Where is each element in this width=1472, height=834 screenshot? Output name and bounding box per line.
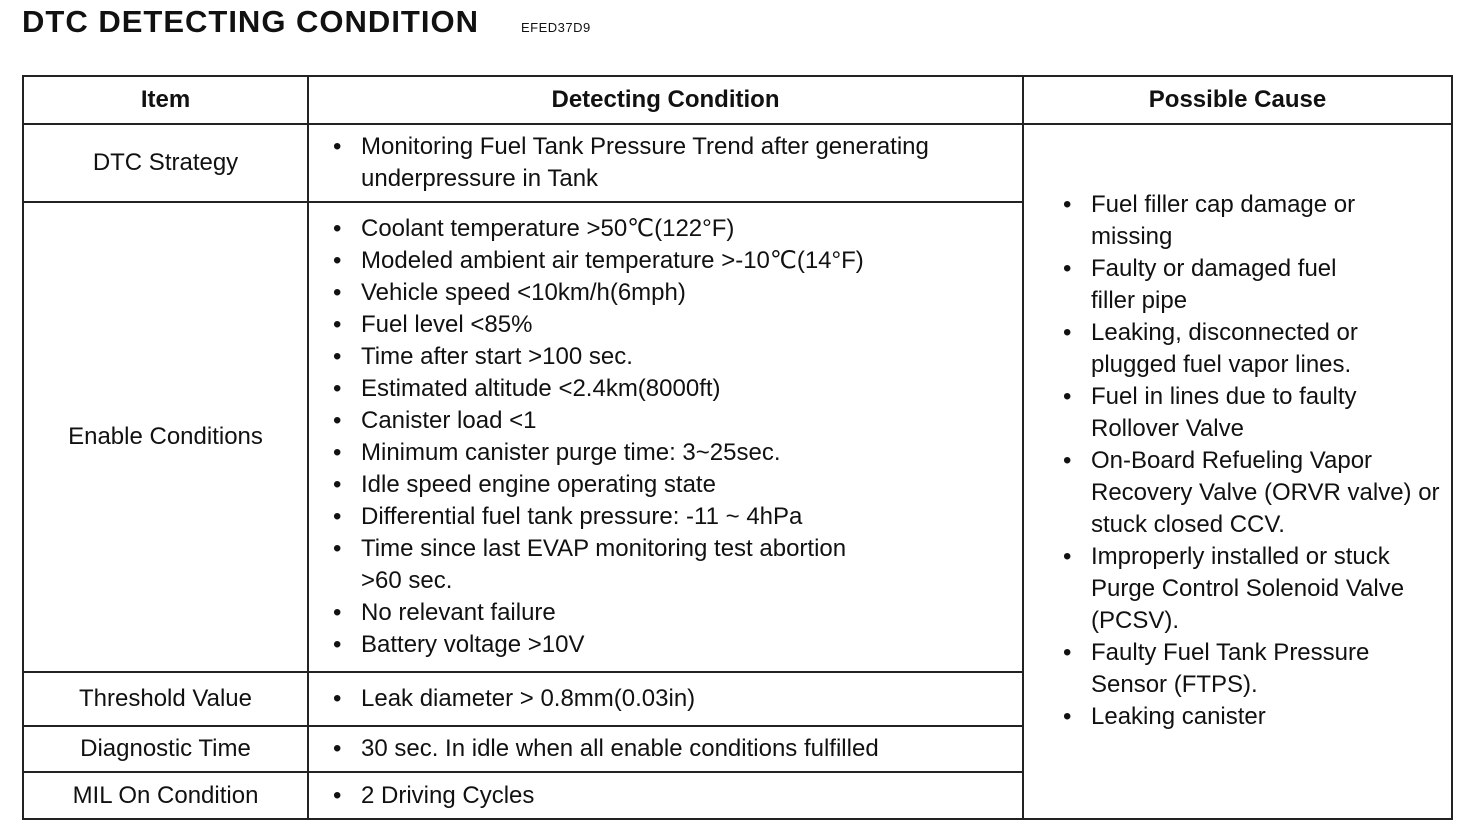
document-code: EFED37D9 (521, 20, 591, 35)
page-title: DTC DETECTING CONDITION (22, 4, 479, 39)
list-item: • Leaking, disconnected or plugged fuel vapor lines. (1091, 317, 1441, 381)
list-item: • Differential fuel tank pressure: -11 ~ 4hPa (361, 501, 932, 533)
list-item: • No relevant failure (361, 597, 932, 629)
row-item-mil-on-condition: MIL On Condition (23, 772, 308, 819)
list-item: • Battery voltage >10V (361, 629, 932, 661)
list-item: • Coolant temperature >50℃(122°F) (361, 213, 932, 245)
list-item: • 30 sec. In idle when all enable conditions fulfilled (361, 733, 1012, 765)
table-header-row (23, 76, 1452, 124)
condition-list (309, 683, 1022, 715)
list-item: • Monitoring Fuel Tank Pressure Trend after generating underpressure in Tank (361, 131, 1012, 195)
list-item: • Time since last EVAP monitoring test abortion >60 sec. (361, 533, 932, 597)
list-item: • Modeled ambient air temperature >-10℃(14°F) (361, 245, 932, 277)
list-item: • Improperly installed or stuck Purge Control Solenoid Valve (PCSV). (1091, 541, 1441, 637)
list-item: • On-Board Refueling Vapor Recovery Valve (ORVR valve) or stuck closed CCV. (1091, 445, 1441, 541)
dtc-table (22, 75, 1453, 820)
list-item: • Idle speed engine operating state (361, 469, 932, 501)
row-conditions (308, 202, 1023, 672)
condition-list (309, 131, 1022, 195)
list-item: • Time after start >100 sec. (361, 341, 932, 373)
list-item: • Vehicle speed <10km/h(6mph) (361, 277, 932, 309)
list-item: • Faulty or damaged fuel filler pipe (1091, 253, 1441, 317)
list-item: • Canister load <1 (361, 405, 932, 437)
header-possible-cause: Possible Cause (1023, 76, 1452, 124)
row-item-enable-conditions: Enable Conditions (23, 202, 308, 672)
row-conditions (308, 124, 1023, 202)
list-item: • Minimum canister purge time: 3~25sec. (361, 437, 932, 469)
list-item: • Fuel filler cap damage or missing (1091, 189, 1441, 253)
list-item: • Leaking canister (1091, 701, 1441, 733)
row-item-diagnostic-time: Diagnostic Time (23, 726, 308, 772)
row-conditions (308, 726, 1023, 772)
list-item: • Fuel in lines due to faulty Rollover Valve (1091, 381, 1441, 445)
list-item: • Leak diameter > 0.8mm(0.03in) (361, 683, 1012, 715)
row-conditions (308, 672, 1023, 726)
header-detecting-condition: Detecting Condition (308, 76, 1023, 124)
table-row (23, 124, 1452, 202)
header-item: Item (23, 76, 308, 124)
row-conditions (308, 772, 1023, 819)
condition-list (309, 780, 1022, 812)
row-item-dtc-strategy: DTC Strategy (23, 124, 308, 202)
condition-list (309, 733, 1022, 765)
list-item: • Fuel level <85% (361, 309, 932, 341)
list-item: • Estimated altitude <2.4km(8000ft) (361, 373, 932, 405)
condition-list (309, 213, 1022, 661)
cause-list (1024, 189, 1451, 733)
possible-cause-cell (1023, 124, 1452, 819)
list-item: • 2 Driving Cycles (361, 780, 1012, 812)
row-item-threshold-value: Threshold Value (23, 672, 308, 726)
list-item: • Faulty Fuel Tank Pressure Sensor (FTPS). (1091, 637, 1441, 701)
